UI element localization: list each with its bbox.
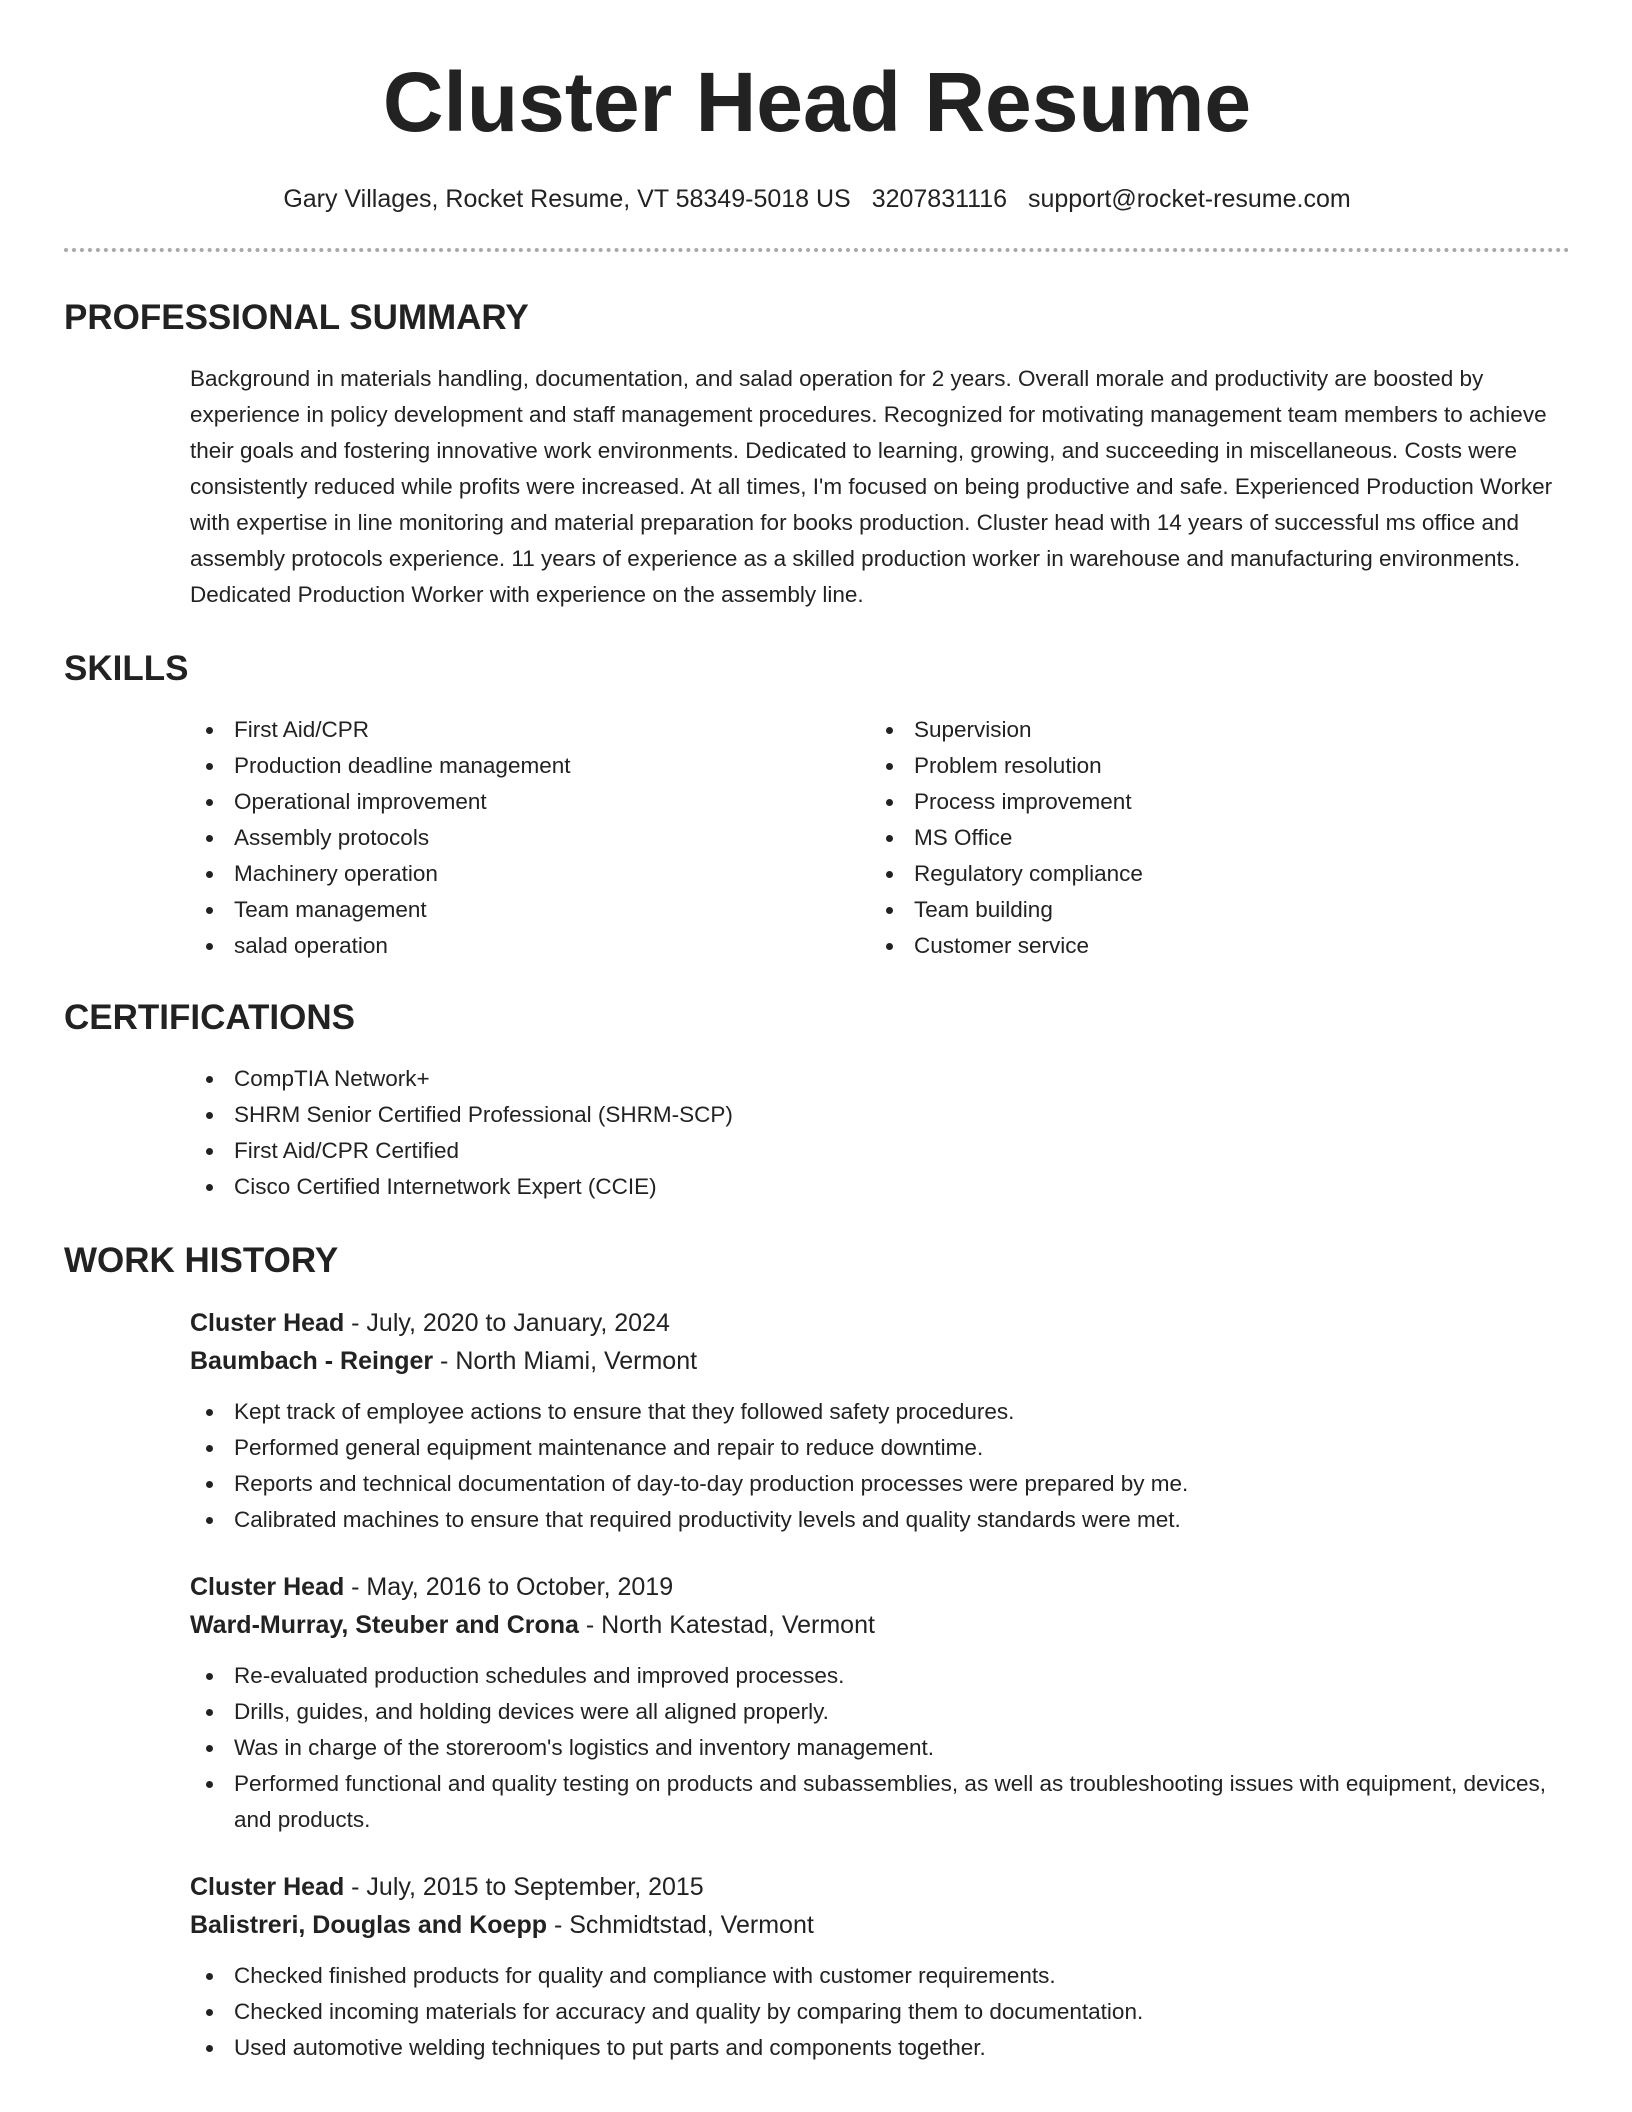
header-divider (64, 248, 1570, 252)
certification-item: CompTIA Network+ (190, 1061, 1570, 1097)
skill-item: Regulatory compliance (870, 856, 1550, 892)
contact-address: Gary Villages, Rocket Resume, VT 58349-5018 US (283, 185, 851, 213)
job-company: Ward-Murray, Steuber and Crona (190, 1611, 579, 1639)
resume-title: Cluster Head Resume (382, 55, 1252, 149)
job-bullet: Checked incoming materials for accuracy and quality by comparing them to documentation. (190, 1994, 1570, 2030)
job-company: Balistreri, Douglas and Koepp (190, 1911, 548, 1939)
job-bullet: Drills, guides, and holding devices were all aligned properly. (190, 1694, 1570, 1730)
job-entry (190, 1304, 1570, 1538)
certifications-section (64, 1000, 1570, 1205)
skill-item: Operational improvement (190, 784, 870, 820)
job-bullet: Performed functional and quality testing on products and subassemblies, as well as troubleshooting issues with equipment, devices, and products. (190, 1766, 1570, 1838)
skills-heading: SKILLS (64, 649, 189, 688)
job-location: - Schmidtstad, Vermont (547, 1911, 814, 1939)
skill-item: Customer service (870, 928, 1550, 964)
job-dates: - July, 2020 to January, 2024 (344, 1309, 670, 1337)
skill-item: MS Office (870, 820, 1550, 856)
certifications-list (190, 1061, 1570, 1205)
job-bullet: Performed general equipment maintenance and repair to reduce downtime. (190, 1430, 1570, 1466)
skills-columns (190, 712, 1570, 964)
work-history-section (64, 1243, 1570, 2066)
skills-section (64, 651, 1570, 964)
job-bullet: Kept track of employee actions to ensure that they followed safety procedures. (190, 1394, 1570, 1430)
job-bullets (64, 1958, 1570, 2066)
job-bullet: Calibrated machines to ensure that required productivity levels and quality standards were met. (190, 1502, 1570, 1538)
contact-line (64, 184, 1570, 214)
job-entry (190, 1568, 1570, 1838)
skills-list-left (190, 712, 870, 964)
job-company: Baumbach - Reinger (190, 1347, 434, 1375)
skill-item: salad operation (190, 928, 870, 964)
skill-item: First Aid/CPR (190, 712, 870, 748)
skills-list-right (870, 712, 1550, 964)
certification-item: SHRM Senior Certified Professional (SHRM-SCP) (190, 1097, 1570, 1133)
job-title: Cluster Head (190, 1309, 345, 1337)
skill-item: Process improvement (870, 784, 1550, 820)
job-dates: - July, 2015 to September, 2015 (344, 1873, 704, 1901)
skill-item: Team management (190, 892, 870, 928)
summary-section (64, 300, 1570, 613)
job-bullets (64, 1658, 1570, 1838)
job-company-line (190, 1606, 1570, 1644)
job-title: Cluster Head (190, 1873, 345, 1901)
certification-item: First Aid/CPR Certified (190, 1133, 1570, 1169)
job-company-line (190, 1342, 1570, 1380)
skill-item: Assembly protocols (190, 820, 870, 856)
job-entry (190, 1868, 1570, 2066)
skill-item: Supervision (870, 712, 1550, 748)
skill-item: Machinery operation (190, 856, 870, 892)
certification-item: Cisco Certified Internetwork Expert (CCIE) (190, 1169, 1570, 1205)
job-title-line (190, 1868, 1570, 1906)
contact-phone[interactable]: 3207831116 (871, 185, 1008, 213)
job-location: - North Katestad, Vermont (578, 1611, 875, 1639)
skill-item: Team building (870, 892, 1550, 928)
contact-email[interactable]: support@rocket-resume.com (1027, 185, 1351, 213)
summary-text: Background in materials handling, documentation, and salad operation for 2 years. Overall morale and productivity are boosted by experience in policy development and staff management procedures. Recognized for motivating management team members to achieve their goals and fostering innovative work environments. Dedicated to learning, growing, and succeeding in miscellaneous. Costs were consistently reduced while profits were increased. At all times, I'm focused on being productive and safe. Experienced Production Worker with expertise in line monitoring and material preparation for books production. Cluster head with 14 years of successful ms office and assembly protocols experience. 11 years of experience as a skilled production worker in warehouse and manufacturing environments. Dedicated Production Worker with experience on the assembly line. (190, 366, 1553, 607)
job-title: Cluster Head (190, 1573, 345, 1601)
work-history-heading: WORK HISTORY (64, 1241, 339, 1280)
skill-item: Production deadline management (190, 748, 870, 784)
job-bullet: Used automotive welding techniques to put parts and components together. (190, 2030, 1570, 2066)
job-bullet: Re-evaluated production schedules and improved processes. (190, 1658, 1570, 1694)
resume-page (64, 0, 1570, 2066)
certifications-heading: CERTIFICATIONS (64, 998, 356, 1037)
job-bullets (64, 1394, 1570, 1538)
job-bullet: Checked finished products for quality and compliance with customer requirements. (190, 1958, 1570, 1994)
job-bullet: Reports and technical documentation of day-to-day production processes were prepared by me. (190, 1466, 1570, 1502)
job-title-line (190, 1304, 1570, 1342)
job-title-line (190, 1568, 1570, 1606)
job-bullet: Was in charge of the storeroom's logistics and inventory management. (190, 1730, 1570, 1766)
job-dates: - May, 2016 to October, 2019 (344, 1573, 674, 1601)
skill-item: Problem resolution (870, 748, 1550, 784)
job-company-line (190, 1906, 1570, 1944)
summary-heading: PROFESSIONAL SUMMARY (64, 298, 529, 337)
job-location: - North Miami, Vermont (433, 1347, 698, 1375)
